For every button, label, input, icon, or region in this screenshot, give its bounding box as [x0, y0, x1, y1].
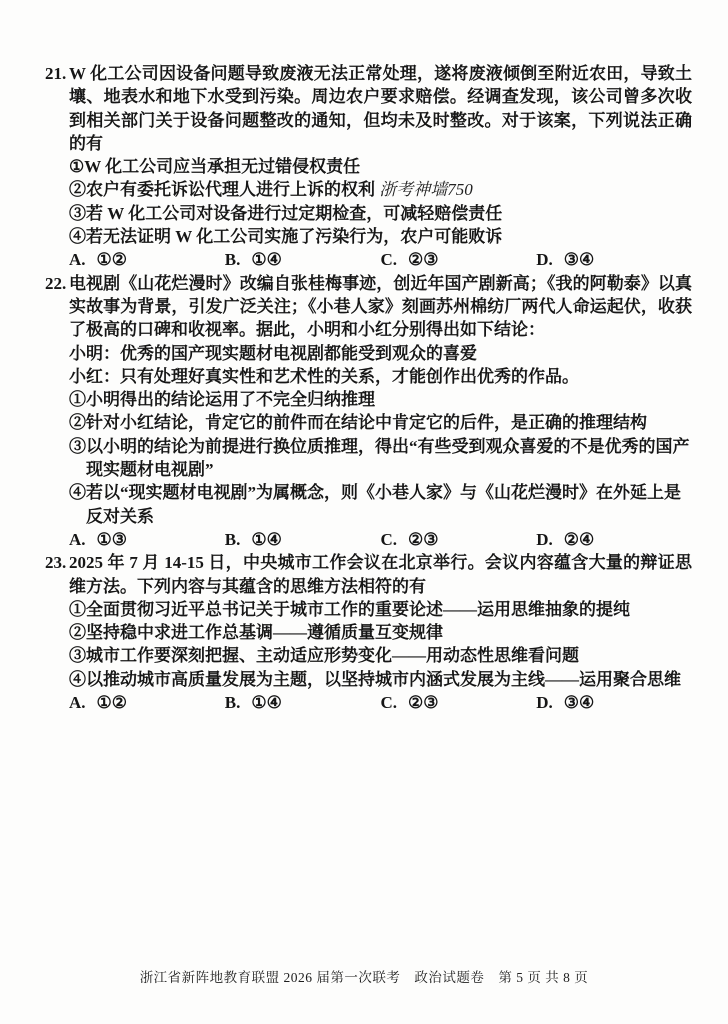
- option-b-label: B.: [224, 250, 241, 270]
- question-21-statement-1: ①W 化工公司应当承担无过错侵权责任: [69, 157, 361, 177]
- question-23-statement-3: ③城市工作要深刻把握、主动适应形势变化——用动态性思维看问题: [69, 646, 579, 666]
- question-23-statement-1: ①全面贯彻习近平总书记关于城市工作的重要论述——运用思维抽象的提纯: [69, 599, 630, 619]
- question-22-option-b: [225, 528, 381, 551]
- option-a-label: A.: [69, 529, 86, 549]
- question-23-statement-2: ②坚持稳中求进工作总基调——遵循质量互变规律: [69, 623, 443, 643]
- question-23-options-row: [69, 691, 692, 714]
- option-c-label: C.: [380, 250, 398, 270]
- option-b-value: ①④: [251, 250, 282, 270]
- option-c-value: ②③: [408, 250, 439, 270]
- option-d-value: ③④: [563, 693, 595, 713]
- option-d-label: D.: [536, 693, 553, 713]
- question-21-statement-4: ④若无法证明 W 化工公司实施了污染行为，农户可能败诉: [69, 227, 503, 247]
- exam-page: [45, 62, 692, 714]
- option-d-label: D.: [536, 529, 553, 549]
- question-23-option-b: [225, 691, 381, 714]
- option-c-label: C.: [380, 693, 398, 713]
- question-21-option-c: [381, 248, 537, 271]
- option-d-value: ②④: [563, 529, 595, 549]
- question-22-option-a: [69, 528, 225, 551]
- question-23-option-d: [536, 691, 692, 714]
- option-d-label: D.: [536, 250, 553, 270]
- question-21-statement-3: ③若 W 化工公司对设备进行过定期检查，可减轻赔偿责任: [69, 203, 503, 223]
- option-c-value: ②③: [408, 529, 439, 549]
- option-b-label: B.: [224, 693, 241, 713]
- option-d-value: ③④: [563, 250, 595, 270]
- option-a-value: ①③: [96, 529, 128, 549]
- option-b-value: ①④: [251, 529, 282, 549]
- option-b-value: ①④: [251, 693, 282, 713]
- question-22-stem: 电视剧《山花烂漫时》改编自张桂梅事迹，创近年国产剧新高；《我的阿勒泰》以真实故事为背景，引发广泛关注；《小巷人家》刻画苏州棉纺厂两代人命运起伏，收获了极高的口碑和收视率。据此，小明和小红分别得出如下结论：: [69, 273, 692, 340]
- question-22-number: 22.: [45, 273, 67, 293]
- question-23-statement-4: ④以推动城市高质量发展为主题，以坚持城市内涵式发展为主线——运用聚合思维: [69, 669, 681, 689]
- question-23-number: 23.: [45, 553, 67, 573]
- question-21-option-a: [69, 248, 225, 271]
- question-22-statement-4: ④若以“现实题材电视剧”为属概念，则《小巷人家》与《山花烂漫时》在外延上是反对关系: [69, 483, 681, 526]
- option-a-label: A.: [69, 250, 86, 270]
- question-21-stem: W 化工公司因设备问题导致废液无法正常处理，遂将废液倾倒至附近农田，导致土壤、地表水和地下水受到污染。周边农户要求赔偿。经调查发现，该公司曾多次收到相关部门关于设备问题整改的通知，但均未及时整改。对于该案，下列说法正确的有: [69, 64, 692, 153]
- question-22: [45, 272, 692, 552]
- page-footer: 浙江省新阵地教育联盟 2026 届第一次联考 政治试题卷 第 5 页 共 8 页: [139, 970, 589, 985]
- question-22-statement-1: ①小明得出的结论运用了不完全归纳推理: [69, 390, 375, 410]
- question-23-stem: 2025 年 7 月 14-15 日，中央城市工作会议在北京举行。会议内容蕴含大量的辩证思维方法。下列内容与其蕴含的思维方法相符的有: [69, 553, 692, 596]
- option-c-label: C.: [380, 529, 398, 549]
- option-a-value: ①②: [96, 693, 128, 713]
- question-21-statement-2: [69, 178, 692, 201]
- question-22-options-row: [69, 528, 692, 551]
- option-a-label: A.: [69, 693, 86, 713]
- watermark-text: 浙考神墙750: [379, 180, 473, 200]
- question-21-number: 21.: [45, 64, 67, 83]
- question-22-xiaohong-line: 小红：只有处理好真实性和艺术性的关系，才能创作出优秀的作品。: [69, 366, 579, 386]
- option-c-value: ②③: [408, 693, 439, 713]
- question-23-option-c: [381, 691, 537, 714]
- question-22-option-c: [381, 528, 537, 551]
- question-21-options-row: [69, 248, 692, 271]
- question-22-statement-3: ③以小明的结论为前提进行换位质推理，得出“有些受到观众喜爱的不是优秀的国产现实题材电视剧”: [69, 436, 690, 480]
- option-b-label: B.: [224, 529, 241, 549]
- question-22-xiaoming-line: 小明：优秀的国产现实题材电视剧都能受到观众的喜爱: [69, 343, 477, 363]
- question-22-option-d: [536, 528, 692, 551]
- question-23: [45, 551, 692, 714]
- option-a-value: ①②: [96, 250, 128, 270]
- question-21: [45, 62, 692, 272]
- question-23-option-a: [69, 691, 225, 714]
- question-21-statement-2-text: ②农户有委托诉讼代理人进行上诉的权利: [69, 180, 375, 200]
- question-22-statement-2: ②针对小红结论，肯定它的前件而在结论中肯定它的后件，是正确的推理结构: [69, 413, 647, 433]
- question-21-option-b: [225, 248, 381, 271]
- question-21-option-d: [536, 248, 692, 271]
